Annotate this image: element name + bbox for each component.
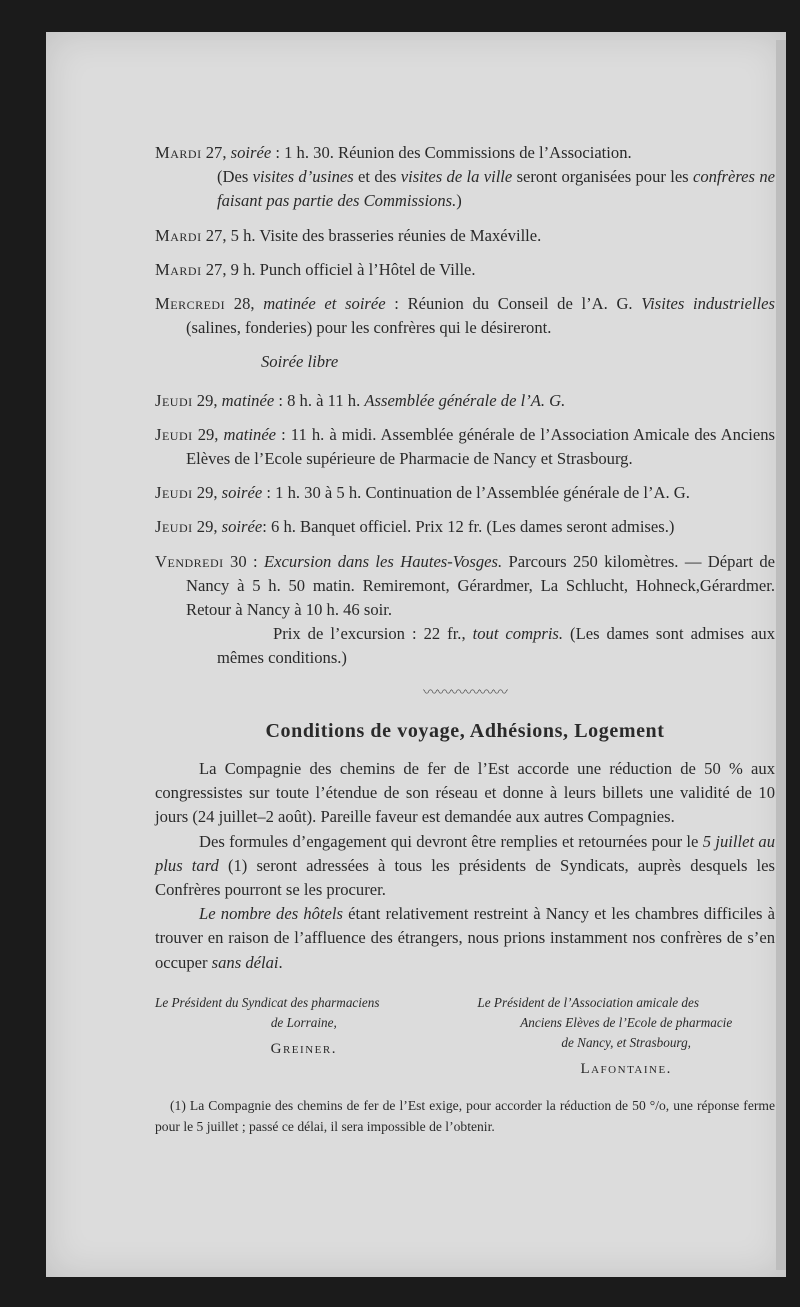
page-edge	[776, 40, 786, 1270]
program-entry: Jeudi 29, soirée: 6 h. Banquet officiel. Prix 12 fr. (Les dames seront admises.)	[155, 517, 675, 537]
program-entry: Mercredi 28, matinée et soirée : Réunion du Conseil de l’A. G. Visites industrielles (salines, fonderies) pour les confrères qui le désireront.	[155, 294, 776, 338]
paragraph-engagement: Des formules d’engagement qui devront être remplies et retournées pour le 5 juillet au plus tard (1) seront adressées à tous les présidents de Syndicats, auprès desquels les Confrères pourront se les procurer.	[155, 831, 775, 900]
program-entry: Vendredi 30 : Excursion dans les Hautes-Vosges. Parcours 250 kilomètres. — Départ de Nancy à 5 h. 50 matin. Remiremont, Gérardmer, La Schlucht, Hohneck,Gérardmer. Retour à Nancy à 10 h. 46 soir. Prix de l’excursion : 22 fr., tout compris. (Les dames sont admises aux mêmes conditions.)	[155, 550, 775, 671]
entry-day: Mardi	[155, 143, 202, 162]
entry-day: Mardi	[155, 225, 202, 245]
paragraph-hotels: Le nombre des hôtels étant relativement restreint à Nancy et les chambres difficiles à trouver en raison de l’affluence des étrangers, nous prions instamment nos confrères de s’en occuper sans délai.	[155, 904, 775, 972]
excursion-price: Prix de l’excursion : 22 fr., tout compris. (Les dames sont admises aux mêmes conditions.)	[217, 624, 775, 668]
entry-day: Jeudi	[155, 483, 193, 503]
program-entry: Mardi 27, soirée : 1 h. 30. Réunion des Commissions de l’Association. (Des visites d’usines et des visites de la ville seront organisées pour les confrères ne faisant pas partie des Commissions.)	[155, 141, 775, 214]
soiree-libre-label: Soirée libre	[261, 352, 339, 372]
signature-name: Greiner.	[270, 1040, 337, 1057]
program-entry: Jeudi 29, matinée : 11 h. à midi. Assemblée générale de l’Association Amicale des Anciens Elèves de l’Ecole supérieure de Pharmacie de Nancy et Strasbourg.	[155, 424, 775, 469]
entry-day: Mercredi	[155, 294, 226, 314]
document-body	[155, 141, 775, 1150]
paragraph-reduction: La Compagnie des chemins de fer de l’Est accorde une réduction de 50 % aux congressistes sur toute l’étendue de son réseau et donne à leurs billets une validité de 10 jours (24 juillet–2 août). Pareille faveur est demandée aux autres Compagnies.	[155, 759, 775, 827]
program-entry: Mardi 27, 5 h. Visite des brasseries réunies de Maxéville.	[155, 225, 542, 245]
signature-association: Le Président de l’Association amicale des Anciens Elèves de l’Ecole de pharmacie de Nancy, et Strasbourg, Lafontaine.	[469, 993, 775, 1079]
entry-day: Vendredi	[155, 551, 224, 571]
wavy-divider: 〰〰〰〰〰〰	[422, 684, 507, 701]
signatures	[155, 993, 775, 1079]
entry-note: (Des visites d’usines et des visites de la ville seront organisées pour les confrères ne faisant pas partie des Commissions.)	[217, 167, 775, 211]
entry-day: Jeudi	[155, 517, 193, 537]
signature-name: Lafontaine.	[580, 1060, 672, 1077]
program-entry: Mardi 27, 9 h. Punch officiel à l’Hôtel de Ville.	[155, 259, 476, 279]
entry-day: Jeudi	[155, 390, 193, 410]
section-title: Conditions de voyage, Adhésions, Logement	[265, 719, 665, 742]
footnote: (1) La Compagnie des chemins de fer de l’Est exige, pour accorder la réduction de 50 °/o, une réponse ferme pour le 5 juillet ; passé ce délai, il sera impossible de l’obtenir.	[155, 1097, 775, 1134]
signature-syndicat: Le Président du Syndicat des pharmaciens de Lorraine, Greiner.	[155, 993, 453, 1079]
entry-day: Jeudi	[155, 424, 193, 444]
program-entry: Jeudi 29, matinée : 8 h. à 11 h. Assemblée générale de l’A. G.	[155, 390, 566, 410]
entry-day: Mardi	[155, 259, 202, 279]
program-entry: Jeudi 29, soirée : 1 h. 30 à 5 h. Continuation de l’Assemblée générale de l’A. G.	[155, 483, 690, 503]
